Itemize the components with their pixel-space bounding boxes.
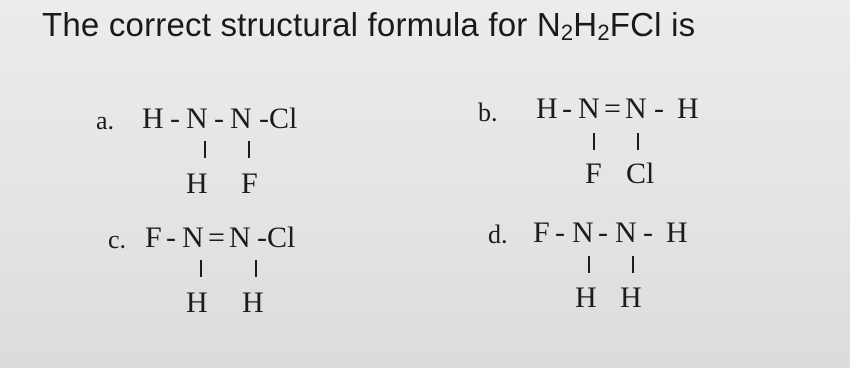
option-c-sub-h2: H	[242, 286, 264, 319]
option-a-atom-h: H	[142, 102, 164, 135]
option-a-sub-f: F	[241, 167, 258, 200]
option-b-atom-h1: H	[536, 92, 558, 125]
option-a-atom-n2: N	[230, 102, 252, 135]
option-b-sub-f: F	[585, 157, 602, 190]
option-c-atom-n1: N	[182, 221, 204, 254]
option-b[interactable]	[478, 92, 699, 190]
option-d-label: d.	[488, 220, 508, 249]
option-b-atom-n2: N	[625, 92, 647, 125]
option-b-bond-2: =	[604, 92, 621, 125]
option-c-atom-cl: -Cl	[257, 221, 296, 254]
option-c[interactable]	[108, 221, 295, 319]
option-b-bond-1: -	[562, 92, 572, 125]
option-d-bond-2: -	[598, 216, 608, 249]
option-d-atom-f: F	[533, 216, 550, 249]
option-a-atom-n1: N	[186, 102, 208, 135]
option-c-bond-2: =	[208, 221, 225, 254]
option-a-atom-cl: -Cl	[259, 102, 298, 135]
option-c-bond-1: -	[166, 221, 176, 254]
option-b-atom-h2: H	[677, 92, 699, 125]
option-a-label: a.	[96, 106, 115, 135]
question-subscript-n: 2	[560, 20, 574, 45]
option-d[interactable]	[488, 216, 688, 314]
option-c-atom-n2: N	[229, 221, 251, 254]
option-b-atom-n1: N	[578, 92, 600, 125]
option-d-sub-h1: H	[575, 281, 597, 314]
option-d-atom-n1: N	[572, 216, 594, 249]
option-b-label: b.	[478, 98, 498, 127]
option-d-sub-h2: H	[620, 281, 642, 314]
option-c-label: c.	[108, 225, 127, 254]
question-suffix: FCl is	[609, 6, 696, 43]
option-a-bond-1: -	[170, 102, 180, 135]
option-d-bond-3: -	[643, 216, 653, 249]
question-h: H	[573, 6, 598, 43]
option-b-sub-cl: Cl	[626, 157, 655, 190]
question-subscript-h: 2	[597, 20, 610, 45]
option-c-sub-h1: H	[186, 286, 208, 319]
option-a-bond-2: -	[214, 102, 224, 135]
option-d-bond-1: -	[555, 216, 565, 249]
option-b-bond-3: -	[654, 92, 664, 125]
option-d-atom-h: H	[666, 216, 688, 249]
option-d-atom-n2: N	[615, 216, 637, 249]
option-c-atom-f: F	[145, 221, 162, 254]
option-a-sub-h: H	[186, 167, 208, 200]
option-a[interactable]	[96, 102, 297, 200]
question-prefix: The correct structural formula for N	[42, 6, 561, 43]
